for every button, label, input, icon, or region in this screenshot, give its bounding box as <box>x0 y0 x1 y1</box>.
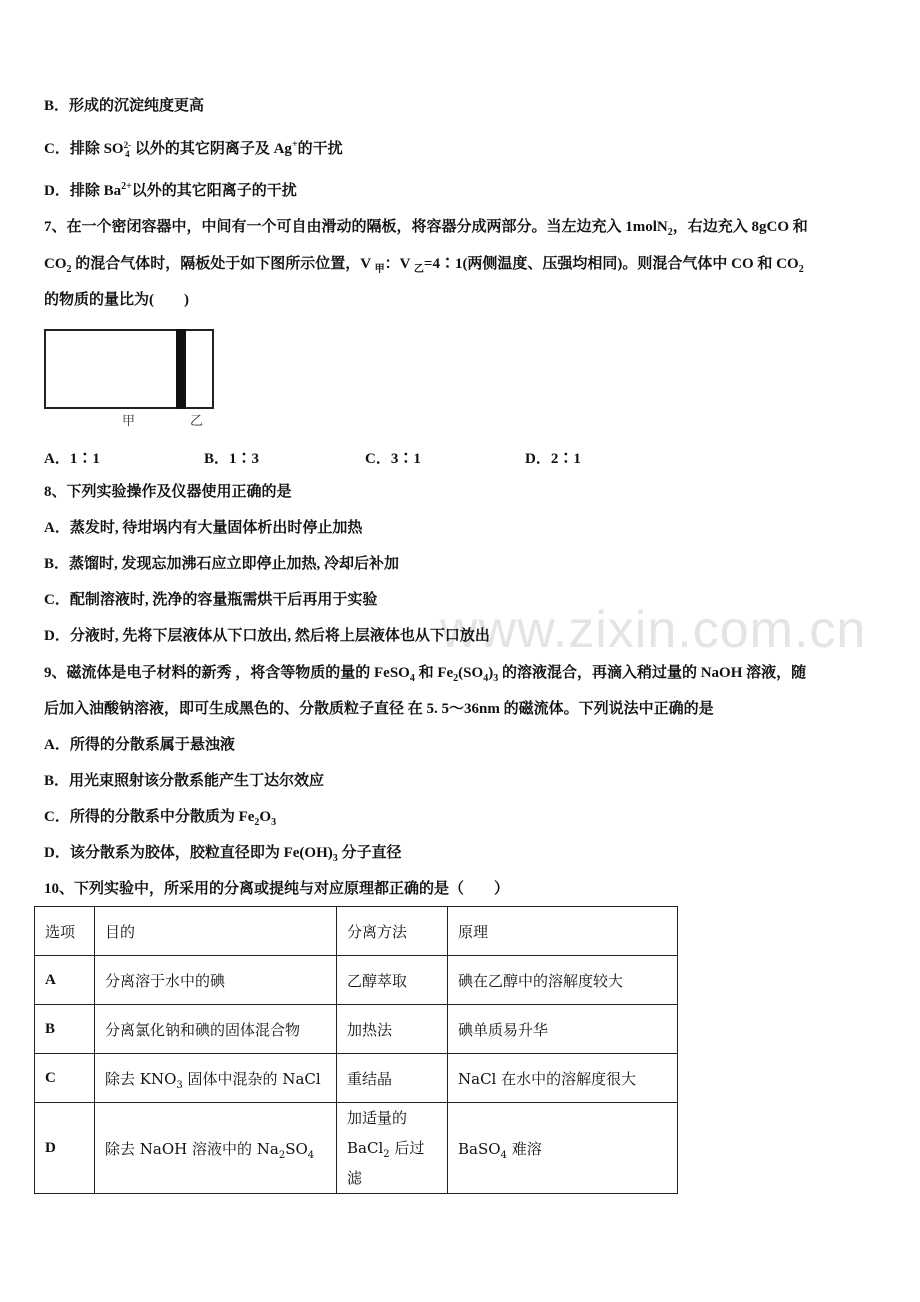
q9-option-d: D．该分散系为胶体，胶粒直径即为 $Fe(OH)_3$ 分子直径 <box>44 845 402 864</box>
q8-option-a: A．蒸发时, 待坩埚内有大量固体析出时停止加热 <box>44 520 363 536</box>
q7-stem-line2: $CO_2$ 的混合气体时，隔板处于如下图所示位置，V $_甲$：V $_乙$=4∶1(两侧温度、压强均相同)。则混合气体中 CO 和 $CO_2$ <box>44 256 804 275</box>
q10-table <box>34 906 678 1194</box>
row-option: A <box>35 956 95 1005</box>
q9-option-b: B．用光束照射该分散系能产生丁达尔效应 <box>44 773 325 789</box>
row-method: 重结晶 <box>337 1054 448 1103</box>
row-principle: BaSO$_4$ 难溶 <box>448 1103 678 1194</box>
row-goal: 除去 NaOH 溶液中的 $Na_2SO_4$ <box>95 1103 337 1194</box>
q7-option-d: D．2∶1 <box>525 451 581 467</box>
diagram-label-left: 甲 <box>122 414 136 429</box>
row-option: C <box>35 1054 95 1103</box>
q9-option-a: A．所得的分散系属于悬浊液 <box>44 737 235 753</box>
row-goal: 除去 $KNO_3$ 固体中混杂的 NaCl <box>95 1054 337 1103</box>
q7-option-a: A．1∶1 <box>44 451 100 467</box>
row-goal: 分离溶于水中的碘 <box>95 956 337 1005</box>
q6-option-c: C．排除 SO2- 4 以外的其它阴离子及 Ag+的干扰 <box>44 139 343 159</box>
partition-bar <box>176 329 186 409</box>
header-option: 选项 <box>35 907 95 956</box>
q7-option-c: C．3∶1 <box>365 451 421 467</box>
watermark: www.zixin.com.cn <box>440 601 867 659</box>
q8-stem: 8、下列实验操作及仪器使用正确的是 <box>44 484 292 500</box>
header-method: 分离方法 <box>337 907 448 956</box>
q9-stem-line1: 9、磁流体是电子材料的新秀 ，将含等物质的量的 FeSO$_4$ 和 $Fe_2(SO_4)_3$ 的溶液混合，再滴入稍过量的 NaOH 溶液，随 <box>44 665 807 684</box>
row-option: D <box>35 1103 95 1194</box>
table-header-row <box>35 907 678 956</box>
row-method: 乙醇萃取 <box>337 956 448 1005</box>
row-principle: 碘单质易升华 <box>448 1005 678 1054</box>
container-diagram <box>44 329 214 409</box>
row-principle: NaCl 在水中的溶解度很大 <box>448 1054 678 1103</box>
row-method: 加适量的 BaCl$_2$ 后过滤 <box>337 1103 448 1194</box>
table-row <box>35 1005 678 1054</box>
q8-option-d: D．分液时, 先将下层液体从下口放出, 然后将上层液体也从下口放出 <box>44 628 490 644</box>
row-principle: 碘在乙醇中的溶解度较大 <box>448 956 678 1005</box>
q8-option-c: C．配制溶液时, 洗净的容量瓶需烘干后再用于实验 <box>44 592 378 608</box>
q6-option-b: B．形成的沉淀纯度更高 <box>44 98 205 114</box>
q9-stem-line2: 后加入油酸钠溶液，即可生成黑色的、分散质粒子直径 在 5. 5～36nm 的磁流体。下列说法中正确的是 <box>44 701 714 717</box>
q9-option-c: C．所得的分散系中分散质为 $Fe_2O_3$ <box>44 809 277 828</box>
table-row <box>35 1103 678 1194</box>
header-goal: 目的 <box>95 907 337 956</box>
table-row <box>35 1054 678 1103</box>
q7-stem-line3: 的物质的量比为( ) <box>44 292 189 308</box>
row-goal: 分离氯化钠和碘的固体混合物 <box>95 1005 337 1054</box>
row-method: 加热法 <box>337 1005 448 1054</box>
header-principle: 原理 <box>448 907 678 956</box>
q8-option-b: B．蒸馏时, 发现忘加沸石应立即停止加热, 冷却后补加 <box>44 556 400 572</box>
q7-option-b: B．1∶3 <box>204 451 260 467</box>
diagram-label-right: 乙 <box>190 414 204 429</box>
table-row <box>35 956 678 1005</box>
q6-option-d: D．排除 $Ba^{2+}$以外的其它阳离子的干扰 <box>44 181 297 199</box>
q7-stem-line1: 7、在一个密闭容器中，中间有一个可自由滑动的隔板，将容器分成两部分。当左边充入 1molN$_2$，右边充入 8gCO 和 <box>44 219 808 238</box>
q10-stem: 10、下列实验中，所采用的分离或提纯与对应原理都正确的是（ ） <box>44 881 510 897</box>
row-option: B <box>35 1005 95 1054</box>
